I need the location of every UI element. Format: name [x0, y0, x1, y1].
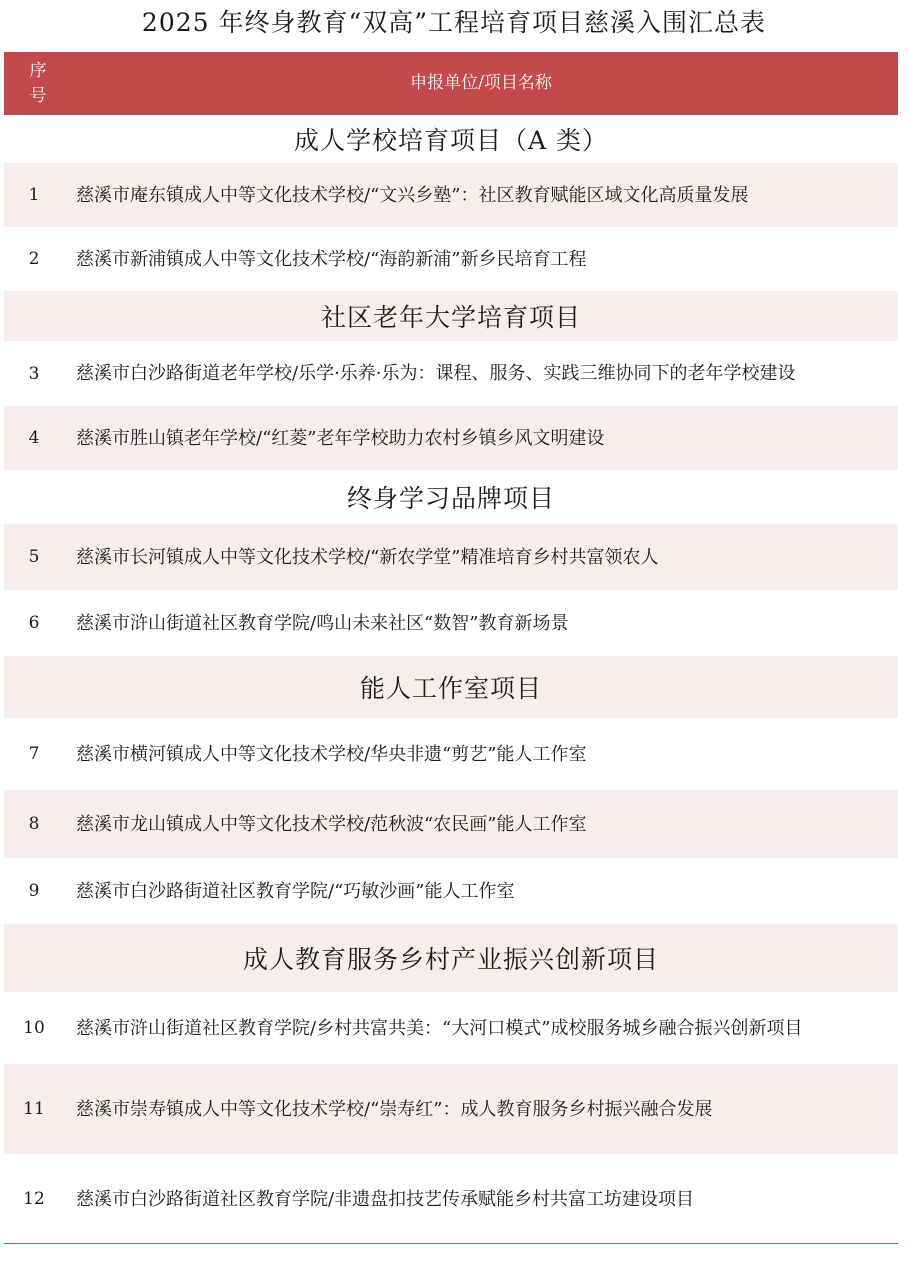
row-text: 慈溪市长河镇成人中等文化技术学校/“新农学堂”精准培育乡村共富领农人 — [76, 546, 659, 568]
row-number: 2 — [28, 249, 40, 269]
row-number: 12 — [23, 1189, 45, 1209]
row-text: 慈溪市浒山街道社区教育学院/乡村共富共美：“大河口模式”成校服务城乡融合振兴创新项目 — [76, 1017, 803, 1039]
row-text: 慈溪市白沙路街道社区教育学院/“巧敏沙画”能人工作室 — [76, 880, 515, 902]
table-row — [4, 790, 898, 858]
row-text: 慈溪市龙山镇成人中等文化技术学校/范秋波“农民画”能人工作室 — [76, 813, 587, 835]
row-number: 6 — [28, 613, 40, 633]
table-row — [4, 590, 898, 656]
table-row — [4, 858, 898, 924]
section-title: 成人教育服务乡村产业振兴创新项目 — [4, 924, 898, 992]
table-row — [4, 1154, 898, 1244]
row-number: 1 — [28, 185, 40, 205]
section-title: 能人工作室项目 — [4, 656, 898, 718]
table-row — [4, 341, 898, 406]
row-number: 7 — [28, 744, 40, 764]
header-name: 申报单位/项目名称 — [410, 73, 552, 93]
row-number: 10 — [23, 1018, 45, 1038]
table-row — [4, 227, 898, 291]
row-text: 慈溪市崇寿镇成人中等文化技术学校/“崇寿红”：成人教育服务乡村振兴融合发展 — [76, 1098, 713, 1120]
table-row — [4, 163, 898, 227]
row-number: 5 — [28, 547, 40, 567]
row-number: 4 — [28, 428, 40, 448]
section-title: 终身学习品牌项目 — [346, 484, 555, 513]
row-number: 9 — [28, 881, 40, 901]
row-text: 慈溪市白沙路街道社区教育学院/非遗盘扣技艺传承赋能乡村共富工坊建设项目 — [76, 1188, 695, 1210]
row-number: 3 — [28, 363, 40, 384]
table-row — [4, 406, 898, 470]
table-row — [4, 1064, 898, 1154]
row-text: 慈溪市胜山镇老年学校/“红菱”老年学校助力农村乡镇乡风文明建设 — [76, 427, 605, 449]
bottom-divider — [4, 1243, 898, 1244]
row-text: 慈溪市新浦镇成人中等文化技术学校/“海韵新浦”新乡民培育工程 — [76, 248, 587, 270]
page-title: 2025 年终身教育“双高”工程培育项目慈溪入围汇总表 — [141, 8, 767, 37]
row-text: 慈溪市白沙路街道老年学校/乐学·乐养·乐为：课程、服务、实践三维协同下的老年学校建设 — [76, 363, 796, 384]
table-row — [4, 524, 898, 590]
row-text: 慈溪市浒山街道社区教育学院/鸣山未来社区“数智”教育新场景 — [76, 612, 569, 634]
row-number: 11 — [23, 1099, 45, 1119]
table-row — [4, 718, 898, 790]
section-title: 社区老年大学培育项目 — [4, 291, 898, 341]
row-number: 8 — [28, 814, 40, 834]
table-header — [4, 52, 898, 115]
row-text: 慈溪市横河镇成人中等文化技术学校/华央非遗“剪艺”能人工作室 — [76, 743, 587, 765]
row-text: 慈溪市庵东镇成人中等文化技术学校/“文兴乡塾”：社区教育赋能区域文化高质量发展 — [76, 184, 749, 206]
section-title: 成人学校培育项目（A 类） — [293, 126, 608, 155]
header-seq: 序号 — [29, 61, 47, 106]
table-row — [4, 992, 898, 1064]
